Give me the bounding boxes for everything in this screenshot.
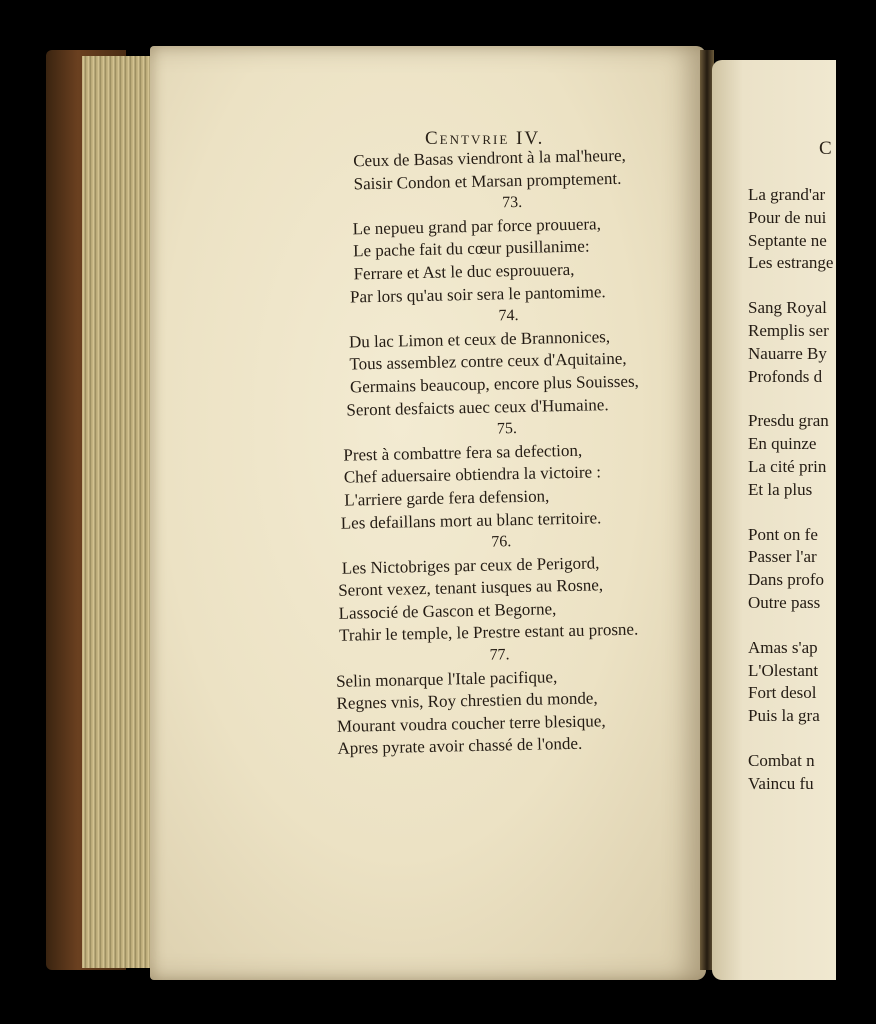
verse-line: Puis la gra: [748, 706, 820, 726]
verse-line: Combat n: [748, 750, 815, 770]
verse-line: Tous assemblez contre ceux d'Aquitaine,: [349, 349, 627, 374]
stanza-gap: [748, 388, 836, 410]
verse-line: Prest à combattre fera sa defection,: [343, 440, 583, 465]
page-header: Centvrie IV.: [425, 128, 545, 149]
verse-line: En quinze: [748, 434, 817, 454]
stanza-gap: [748, 615, 836, 637]
verse-line: Amas s'ap: [748, 637, 818, 657]
verse-line: Germains beaucoup, encore plus Souisses,: [349, 371, 640, 397]
right-page-header: C: [819, 138, 832, 159]
quatrain-number: 76.: [491, 533, 512, 551]
verse-line: La grand'ar: [748, 185, 826, 204]
quatrain-number: 75.: [496, 420, 518, 438]
verse-line: L'Olestant: [748, 660, 819, 680]
quatrain-number: 74.: [498, 307, 519, 325]
verse-line: Sang Royal: [748, 298, 827, 318]
quatrain-number: 73.: [501, 194, 523, 212]
verse-line: Seront desfaicts auec ceux d'Humaine.: [346, 394, 609, 420]
verse-line: Nauarre By: [748, 343, 827, 363]
verse-line: Lassocié de Gascon et Begorne,: [338, 599, 557, 623]
verse-line: Regnes vnis, Roy chrestien du monde,: [336, 688, 598, 714]
verse-line: Mourant voudra coucher terre blesique,: [336, 711, 606, 736]
quatrain-number: 77.: [489, 646, 510, 664]
verse-line: Selin monarque l'Itale pacifique,: [335, 666, 558, 691]
verse-line: Saisir Condon et Marsan promptement.: [353, 168, 622, 193]
verse-line: Vaincu fu: [748, 773, 814, 793]
verse-line: Septante ne: [748, 230, 827, 250]
stanza-gap: [748, 275, 836, 297]
stanza-gap: [748, 728, 836, 750]
verse-line: Chef aduersaire obtiendra la victoire :: [343, 462, 602, 487]
verse-line: Trahir le temple, le Prestre estant au prosne.: [338, 620, 639, 646]
verse-line: Le nepueu grand par force prouuera,: [352, 214, 602, 239]
verse-line: Pour de nui: [748, 207, 827, 227]
quatrains: [325, 143, 698, 760]
verse-line: Outre pass: [748, 592, 821, 612]
verse-line: Ferrare et Ast le duc esprouuera,: [353, 259, 575, 284]
verse-line: Ceux de Basas viendront à la mal'heure,: [353, 145, 626, 171]
verse-line: L'arriere garde fera defension,: [344, 486, 550, 510]
stanza-gap: [748, 502, 836, 524]
verse-line: Remplis ser: [748, 320, 829, 340]
verse-line: Les Nictobriges par ceux de Perigord,: [341, 553, 600, 578]
verse-line: Passer l'ar: [748, 547, 817, 567]
background-edge: [836, 0, 876, 1024]
right-page-text: [748, 184, 836, 796]
page-edges: [82, 56, 154, 968]
verse-line: Par lors qu'au soir sera le pantomime.: [349, 281, 606, 307]
verse-line: Pont on fe: [748, 524, 818, 544]
verse-line: Dans profo: [748, 570, 825, 590]
verse-line: Fort desol: [748, 683, 817, 703]
verse-line: Le pache fait du cœur pusillanime:: [352, 236, 590, 261]
verse-line: Seront vexez, tenant iusques au Rosne,: [338, 575, 604, 601]
verse-line: Les defaillans mort au blanc territoire.: [340, 507, 602, 533]
right-page: [712, 60, 836, 980]
verse-line: Les estrange: [748, 253, 834, 273]
verse-line: La cité prin: [748, 456, 827, 476]
verse-line: Du lac Limon et ceux de Brannonices,: [348, 326, 611, 352]
verse-line: Apres pyrate avoir chassé de l'onde.: [337, 734, 583, 759]
verse-line: Presdu gran: [748, 411, 829, 431]
verse-line: Profonds d: [748, 366, 823, 386]
verse-line: Et la plus: [748, 479, 813, 499]
